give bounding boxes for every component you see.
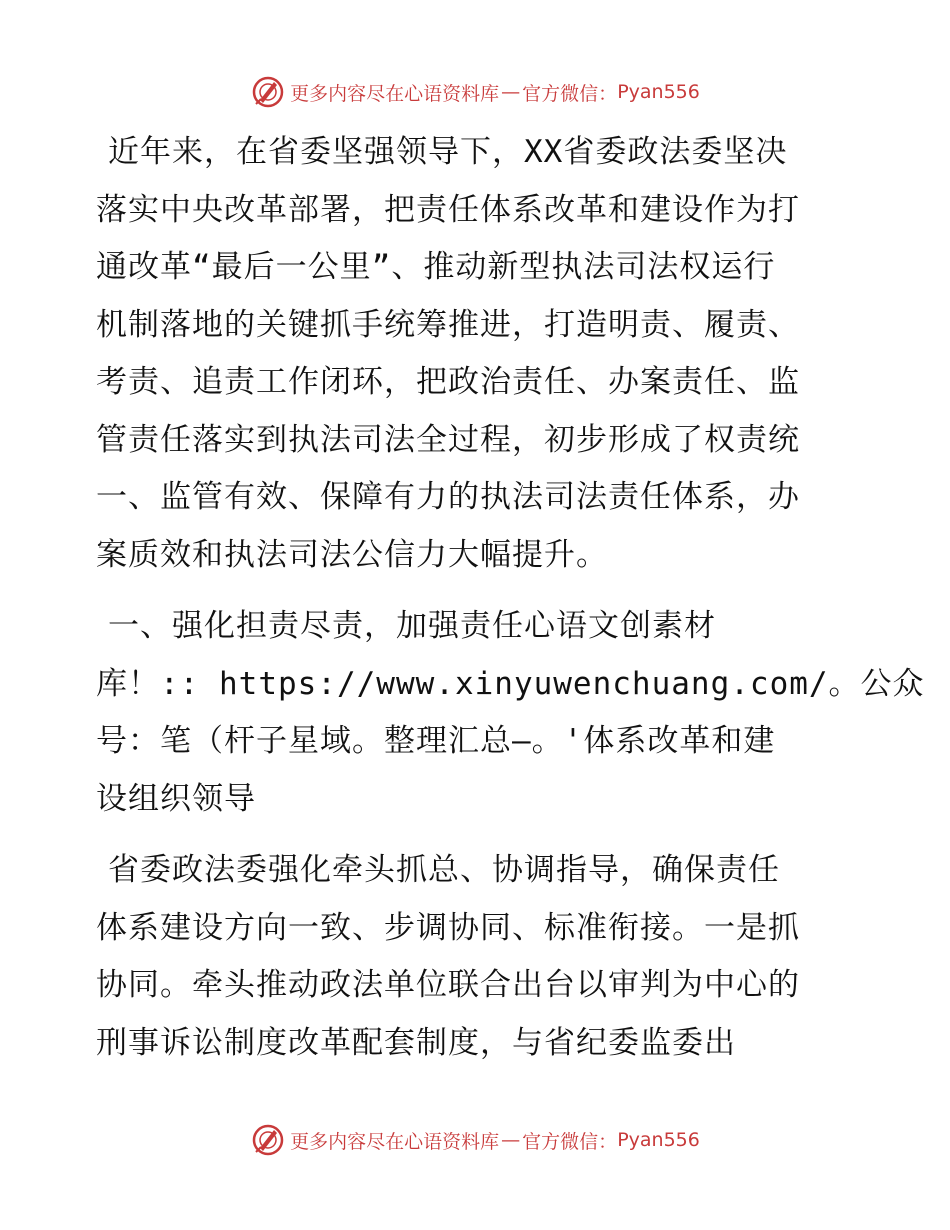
text-line: 管责任落实到执法司法全过程，初步形成了权责统 bbox=[96, 421, 800, 458]
banner-text: 更多内容尽在心语资料库 bbox=[290, 82, 500, 105]
heading-line: 号：笔（杆子星域。整理汇总—。'体系改革和建 bbox=[96, 723, 776, 759]
header-watermark-banner bbox=[0, 72, 950, 112]
text-line: 通改革“最后一公里”、推动新型执法司法权运行 bbox=[96, 249, 776, 285]
banner-dash: — bbox=[501, 1129, 521, 1151]
paragraph-intro bbox=[96, 124, 856, 584]
banner-official-label: 官方微信 bbox=[522, 1130, 599, 1153]
banner-wechat-id: Pyan556 bbox=[617, 1129, 700, 1151]
brand-logo-icon bbox=[250, 1122, 286, 1158]
banner-colon: ： bbox=[598, 1130, 618, 1153]
paragraph-coordination bbox=[96, 842, 856, 1072]
text-line: 省委政法委强化牵头抓总、协调指导，确保责任 bbox=[108, 852, 780, 888]
footer-watermark-banner bbox=[0, 1120, 950, 1160]
text-line: 近年来，在省委坚强领导下，XX省委政法委坚决 bbox=[108, 134, 788, 170]
text-line: 刑事诉讼制度改革配套制度，与省纪委监委出 bbox=[96, 1024, 736, 1061]
text-line: 案质效和执法司法公信力大幅提升。 bbox=[96, 536, 608, 573]
banner-text: 更多内容尽在心语资料库 bbox=[290, 1130, 500, 1153]
text-line: 落实中央改革部署，把责任体系改革和建设作为打 bbox=[96, 191, 800, 228]
text-line: 体系建设方向一致、步调协同、标准衔接。一是抓 bbox=[96, 909, 800, 946]
text-line: 协同。牵头推动政法单位联合出台以审判为中心的 bbox=[96, 967, 800, 1003]
heading-line: 设组织领导 bbox=[96, 780, 256, 817]
text-line: 一、监管有效、保障有力的执法司法责任体系，办 bbox=[96, 479, 800, 515]
brand-logo-icon bbox=[250, 74, 286, 110]
banner-dash: — bbox=[501, 81, 521, 103]
banner-wechat-id: Pyan556 bbox=[617, 81, 700, 103]
section-heading-1 bbox=[96, 598, 925, 828]
banner-official-label: 官方微信 bbox=[522, 82, 599, 105]
heading-line: 库！:: https://www.xinyuwenchuang.com/。公众 bbox=[96, 665, 925, 702]
document-body bbox=[96, 124, 925, 1086]
heading-line: 一、强化担责尽责，加强责任心语文创素材 bbox=[108, 608, 716, 644]
text-line: 考责、追责工作闭环，把政治责任、办案责任、监 bbox=[96, 364, 800, 400]
banner-colon: ： bbox=[598, 82, 618, 105]
text-line: 机制落地的关键抓手统筹推进，打造明责、履责、 bbox=[96, 306, 800, 343]
